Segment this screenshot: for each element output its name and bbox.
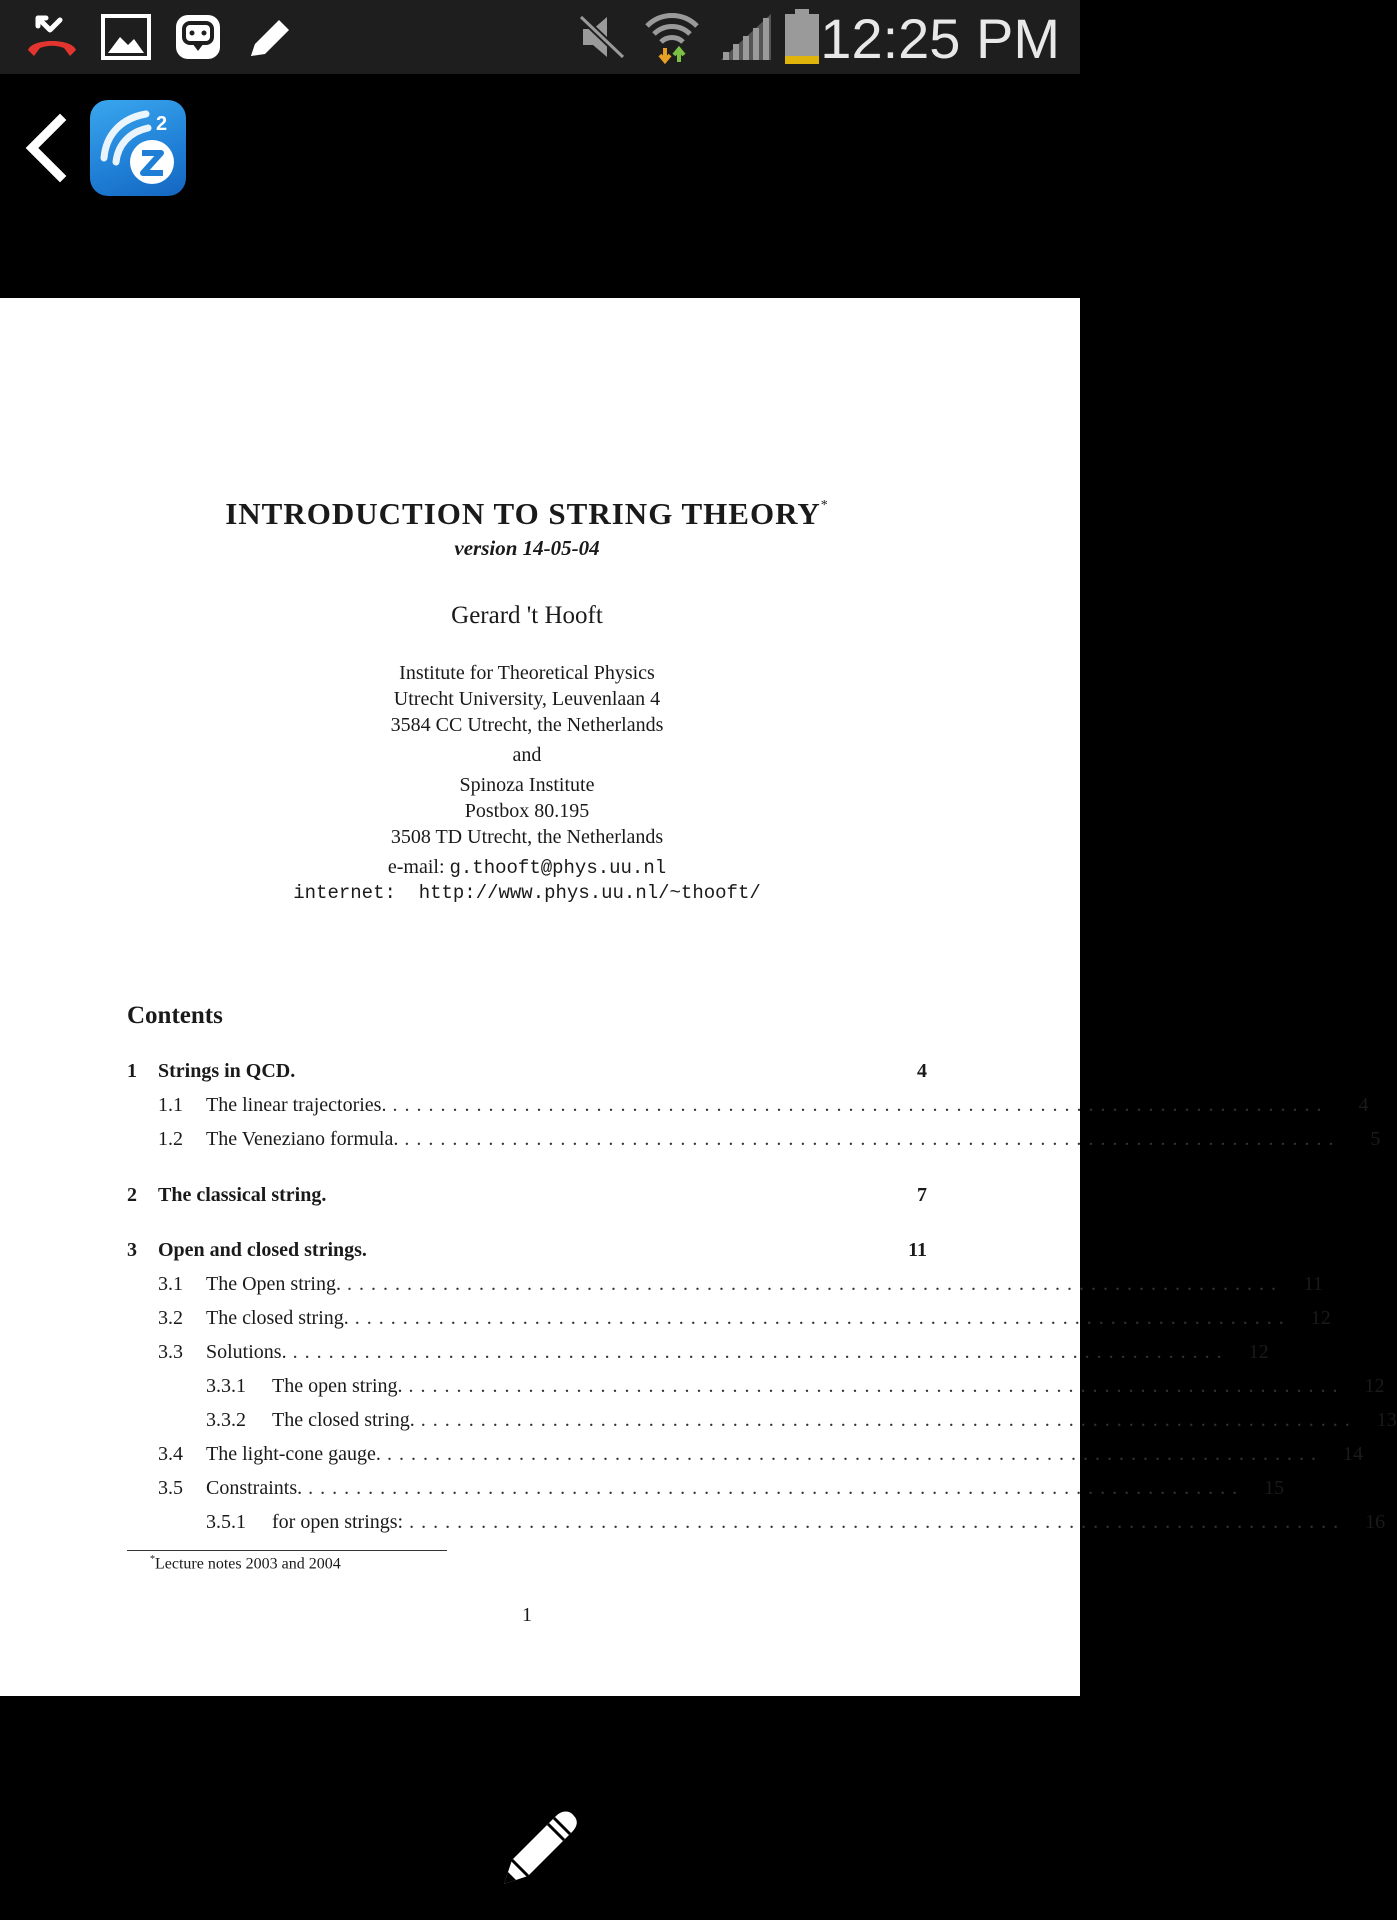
- email-link[interactable]: g.thooft@phys.uu.nl: [449, 857, 667, 879]
- svg-text:2: 2: [156, 113, 168, 135]
- address-line: Institute for Theoretical Physics: [399, 662, 655, 684]
- contents-heading: Contents: [127, 1002, 223, 1029]
- signal-icon: [718, 0, 774, 74]
- address-line: Spinoza Institute: [459, 774, 595, 796]
- toc-section[interactable]: 1.2 The Veneziano formula. .............................................................................. 5: [158, 1128, 1381, 1150]
- pdf-page[interactable]: [0, 298, 1397, 1696]
- footnote: *Lecture notes 2003 and 2004: [150, 1554, 341, 1573]
- internet-link[interactable]: http://www.phys.uu.nl/~thooft/: [418, 882, 761, 904]
- document-title: INTRODUCTION TO STRING THEORY*: [225, 496, 829, 531]
- toc-subsection[interactable]: 3.3.1 The open string. .............................................................................. 12: [206, 1375, 1385, 1397]
- gallery-icon: [98, 0, 154, 74]
- address-line: 3584 CC Utrecht, the Netherlands: [390, 714, 664, 736]
- back-icon[interactable]: [22, 114, 66, 182]
- toc-chapter[interactable]: 2 The classical string. 7: [127, 1184, 927, 1206]
- missed-call-icon: [22, 0, 82, 74]
- document-version: version 14-05-04: [454, 536, 600, 560]
- address-line: Postbox 80.195: [464, 800, 590, 822]
- mute-icon: [576, 0, 628, 74]
- toc-subsection[interactable]: 3.3.2 The closed string. .............................................................................. 13: [206, 1409, 1397, 1431]
- footnote-divider: [127, 1550, 447, 1551]
- chat-icon: [172, 0, 224, 74]
- internet-line: internet: http://www.phys.uu.nl/~thooft/: [293, 882, 761, 904]
- pen-icon: [244, 0, 296, 74]
- address-line: and: [512, 744, 542, 766]
- toc-chapter[interactable]: 3 Open and closed strings. 11: [127, 1239, 927, 1261]
- page-number: 1: [522, 1604, 532, 1626]
- toc-section[interactable]: 3.5 Constraints. .............................................................................. 15: [158, 1477, 1285, 1499]
- pencil-icon[interactable]: [498, 1806, 582, 1890]
- toc-section[interactable]: 3.1 The Open string. .............................................................................. 11: [158, 1273, 1323, 1295]
- toc-section[interactable]: 1.1 The linear trajectories. .............................................................................. 4: [158, 1094, 1369, 1116]
- app-logo-icon[interactable]: [90, 100, 186, 196]
- toc-section[interactable]: 3.2 The closed string. .............................................................................. 12: [158, 1307, 1331, 1329]
- wifi-icon: [642, 0, 702, 74]
- status-bar: [0, 0, 1080, 74]
- app-bar: [0, 74, 1080, 298]
- battery-icon: [780, 0, 824, 74]
- clock: 12:25 PM: [820, 7, 1060, 70]
- bottom-toolbar: [0, 1696, 1080, 1920]
- toc-chapter[interactable]: 1 Strings in QCD. 4: [127, 1060, 927, 1082]
- toc-section[interactable]: 3.3 Solutions. .............................................................................. 12: [158, 1341, 1269, 1363]
- author: Gerard 't Hooft: [451, 602, 603, 629]
- address-line: 3508 TD Utrecht, the Netherlands: [390, 826, 664, 848]
- toc-subsection[interactable]: 3.5.1 for open strings: .............................................................................. 16: [206, 1511, 1386, 1533]
- address-line: Utrecht University, Leuvenlaan 4: [393, 688, 661, 710]
- toc-section[interactable]: 3.4 The light-cone gauge. .............................................................................. 14: [158, 1443, 1363, 1465]
- email-line: e-mail: g.thooft@phys.uu.nl: [387, 856, 667, 879]
